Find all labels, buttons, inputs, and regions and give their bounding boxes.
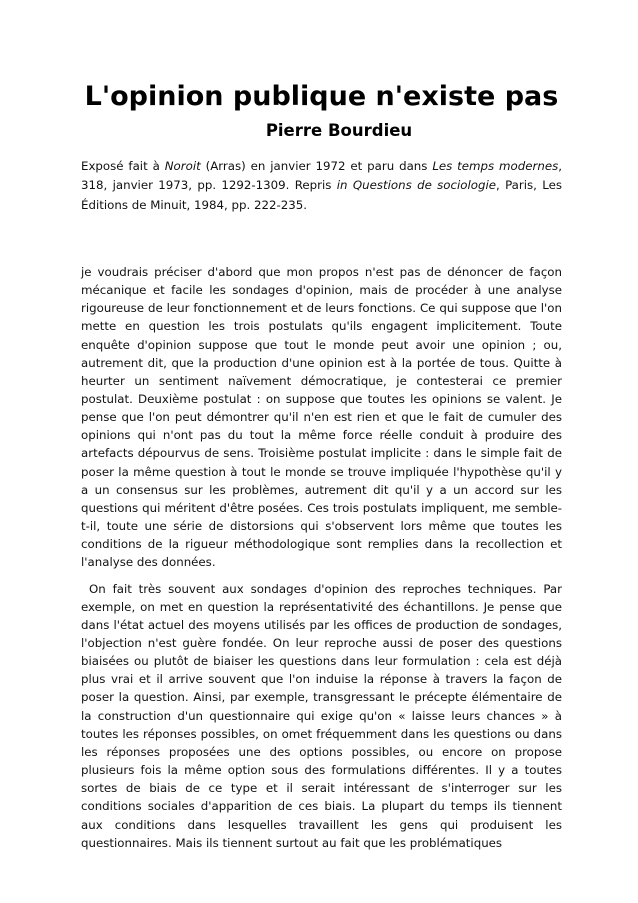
citation-text: , 318, janvier 1973, pp. 1292-1309. Repris (81, 159, 562, 193)
citation-text: (Arras) en janvier 1972 et paru dans (200, 159, 433, 173)
publication-citation (81, 157, 562, 215)
citation-text: , Paris, Les Éditions de Minuit, 1984, pp. 222-235. (81, 178, 563, 212)
document-page (81, 0, 562, 852)
document-title: L'opinion publique n'existe pas (84, 81, 559, 112)
citation-book: Questions de sociologie (352, 178, 497, 193)
citation-text: Exposé fait à (81, 159, 165, 173)
citation-journal: Noroit (164, 159, 201, 173)
citation-review: Les temps modernes (432, 159, 559, 173)
document-author: Pierre Bourdieu (265, 121, 413, 140)
body-paragraph-2: On fait très souvent aux sondages d'opinion des reproches techniques. Par exemple, on met en question la représentativité des échantillons. Je pense que dans l'état actuel des moyens utilisés par les offices de production de sondages, l'objection n'est guère fondée. On leur reproche aussi de poser des questions biaisées ou plutôt de biaiser les questions dans leur formulation : cela est déjà plus vrai et il arrive souvent que l'on induise la réponse à travers la façon de poser la question. Ainsi, par exemple, transgressant le précepte élémentaire de la construction d'un questionnaire qui exige qu'on « laisse leurs chances » à toutes les réponses possibles, on omet fréquemment dans les questions ou dans les réponses proposées une des options possibles, ou encore on propose plusieurs fois la même option sous des formulations différentes. Il y a toutes sortes de biais de ce type et il serait intéressant de s'interroger sur les conditions sociales d'apparition de ces biais. La plupart du temps ils tiennent aux conditions dans lesquelles travaillent les gens qui produisent les questionnaires. Mais ils tiennent surtout au fait que les problématiques (81, 581, 562, 850)
body-paragraph-1: je voudrais préciser d'abord que mon propos n'est pas de dénoncer de façon mécanique et facile les sondages d'opinion, mais de procéder à une analyse rigoureuse de leur fonctionnement et de leurs fonctions. Ce qui suppose que l'on mette en question les trois postulats qu'ils engagent implicitement. Toute enquête d'opinion suppose que tout le monde peut avoir une opinion ; ou, autrement dit, que la production d'une opinion est à la portée de tous. Quitte à heurter un sentiment naïvement démocratique, je contesterai ce premier postulat. Deuxième postulat : on suppose que toutes les opinions se valent. Je pense que l'on peut démontrer qu'il n'en est rien et que le fait de cumuler des opinions qui n'ont pas du tout la même force réelle conduit à produire des artefacts dépourvus de sens. Troisième postulat implicite : dans le simple fait de poser la même question à tout le monde se trouve impliquée l'hypothèse qu'il y a un consensus sur les problèmes, autrement dit qu'il y a un accord sur les questions qui méritent d'être posées. Ces trois postulats impliquent, me semble-t-il, toute une série de distorsions qui s'observent lors même que toutes les conditions de la rigueur méthodologique sont remplies dans la recollection et l'analyse des données. (81, 264, 562, 570)
citation-in: in (336, 178, 348, 193)
